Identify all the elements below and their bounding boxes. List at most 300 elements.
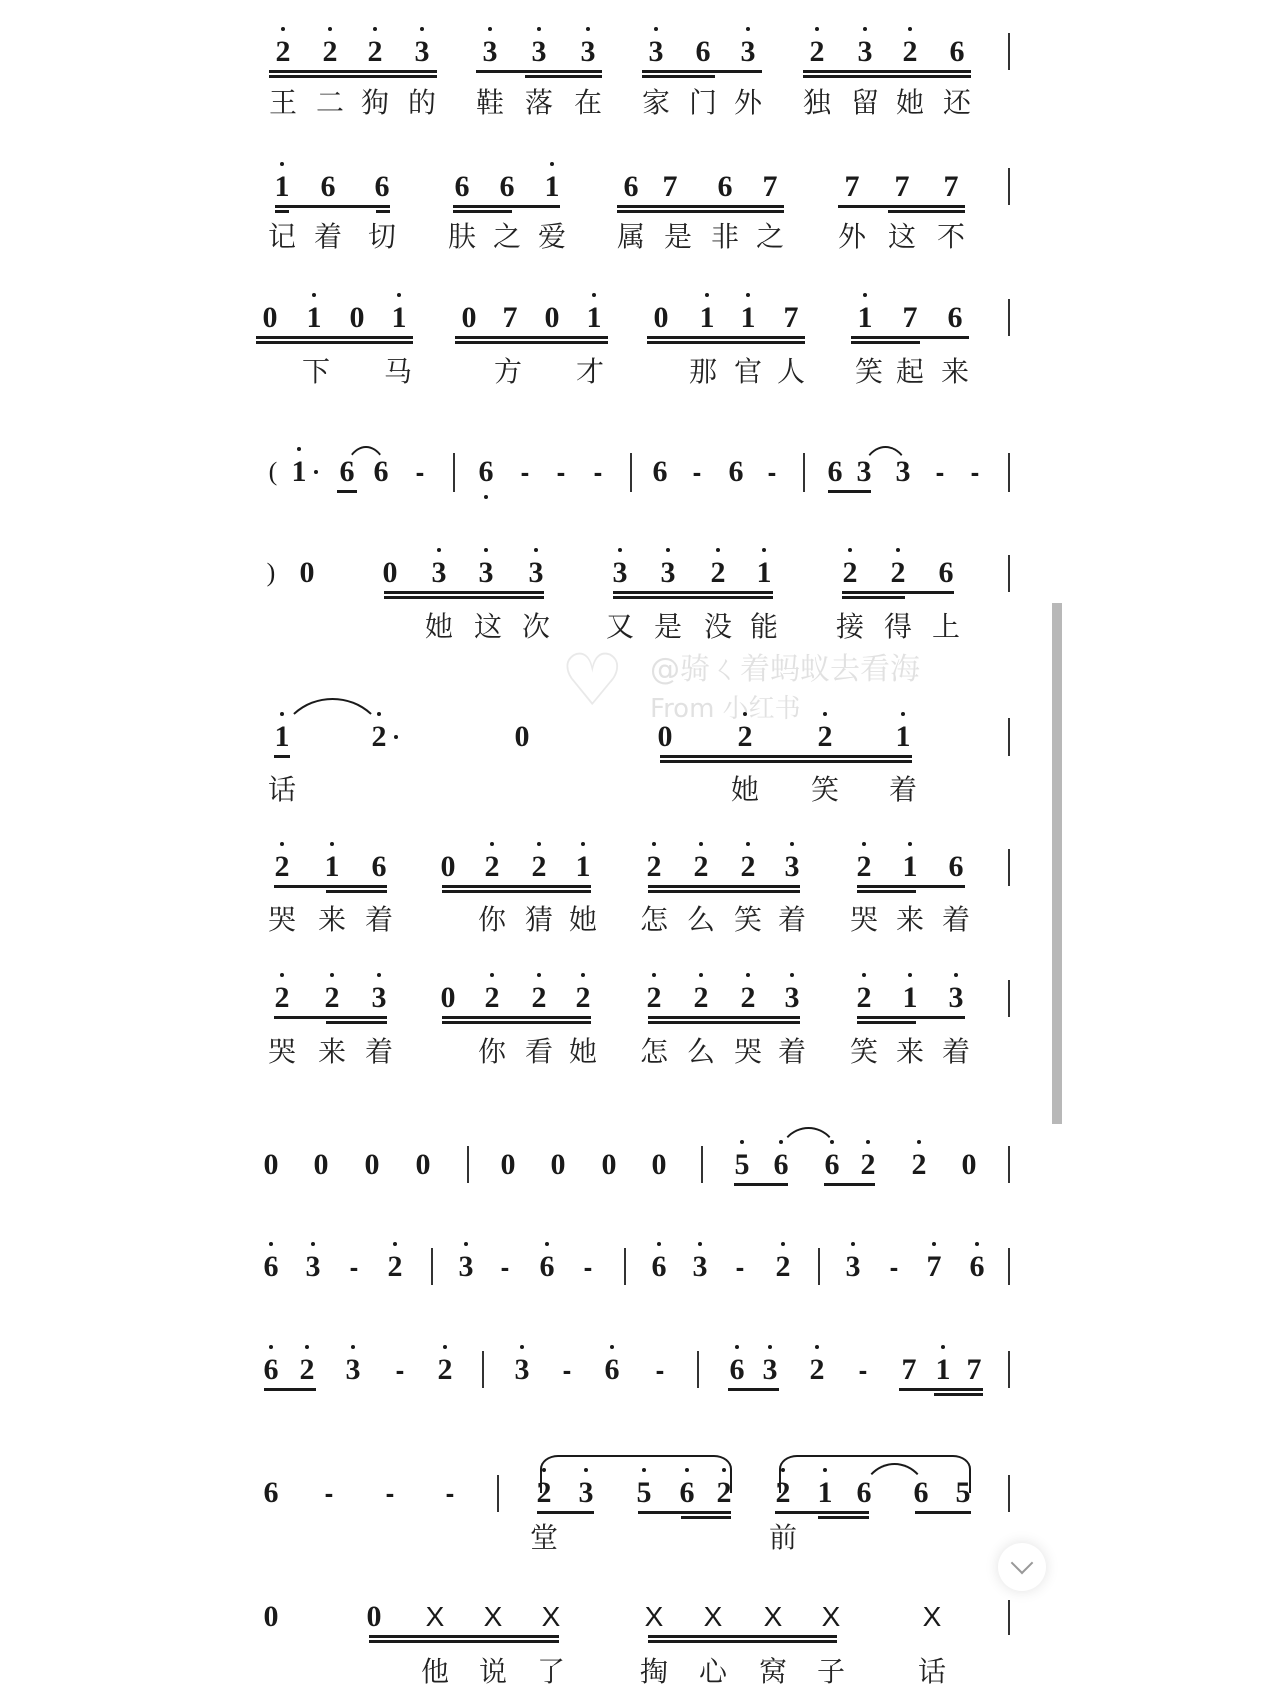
note	[894, 1355, 924, 1385]
note	[430, 1355, 460, 1385]
octave-dot-above-icon	[586, 27, 590, 31]
octave-dot-above-icon	[488, 27, 492, 31]
note-symbol: 2	[322, 35, 338, 68]
barline	[497, 1475, 499, 1512]
barline	[1008, 1146, 1010, 1183]
lyric-char: 话	[917, 1655, 946, 1688]
octave-dot-above-icon	[863, 27, 867, 31]
note	[655, 172, 685, 202]
note-symbol: 1	[935, 1353, 951, 1386]
beat-underline	[264, 1388, 316, 1391]
note	[342, 303, 372, 333]
note-symbol: 1	[817, 1476, 833, 1509]
note	[895, 303, 925, 333]
scrollbar-thumb[interactable]	[1052, 603, 1062, 1124]
lyric-char: 外	[733, 86, 762, 119]
note-symbol: 1	[274, 170, 290, 203]
note	[888, 722, 918, 752]
beat-underline	[857, 1021, 916, 1024]
octave-dot-above-icon	[534, 548, 538, 552]
lyric-char: 还	[942, 86, 971, 119]
beat-underline	[455, 341, 608, 344]
note	[521, 558, 551, 588]
lyric-char: 她	[568, 1035, 597, 1068]
lyric-char: 哭	[267, 1035, 296, 1068]
note	[492, 172, 522, 202]
note-symbol: 6	[263, 1476, 279, 1509]
octave-dot-above-icon	[862, 973, 866, 977]
slur-arc	[278, 698, 387, 748]
note	[644, 1150, 674, 1180]
note-symbol: 2	[371, 720, 387, 753]
note-symbol: 2	[536, 1476, 552, 1509]
barline	[1008, 453, 1010, 492]
note	[594, 1150, 624, 1180]
note	[495, 303, 525, 333]
lyric-char: 起	[895, 355, 924, 388]
lyric-char: 你	[477, 1035, 506, 1068]
note-symbol: 7	[662, 170, 678, 203]
note-symbol: X	[922, 1601, 942, 1632]
note	[688, 37, 718, 67]
note	[733, 983, 763, 1013]
octave-dot-above-icon	[862, 842, 866, 846]
beat-underline	[442, 1016, 591, 1019]
octave-dot-above-icon	[618, 548, 622, 552]
note-symbol: 2	[367, 35, 383, 68]
note	[686, 852, 716, 882]
note-symbol: 3	[414, 35, 430, 68]
note	[768, 1252, 798, 1282]
note-symbol: 1	[902, 850, 918, 883]
note	[733, 37, 763, 67]
lyric-char: 留	[850, 86, 879, 119]
octave-dot-above-icon	[735, 1345, 739, 1349]
note	[267, 852, 297, 882]
barline	[1008, 1600, 1010, 1635]
note-symbol: 7	[783, 301, 799, 334]
note-symbol: 6	[679, 1476, 695, 1509]
note-symbol: 2	[437, 1353, 453, 1386]
note-symbol: 0	[263, 1148, 279, 1181]
note-symbol: 6	[728, 455, 744, 488]
note-symbol: X	[763, 1601, 783, 1632]
hold-dash	[339, 1252, 369, 1282]
note-symbol: 3	[528, 556, 544, 589]
note-symbol: -	[556, 457, 566, 487]
octave-dot-above-icon	[280, 712, 284, 716]
octave-dot-above-icon	[746, 293, 750, 297]
beat-underline	[642, 70, 762, 73]
lyric-char: 官	[733, 355, 762, 388]
lyric-char: 不	[936, 220, 965, 253]
octave-dot-above-icon	[373, 27, 377, 31]
lyric-char: 又	[605, 610, 634, 643]
note-symbol: 0	[366, 1600, 382, 1633]
octave-dot-below-icon	[484, 495, 488, 499]
augmentation-dot-icon	[394, 735, 398, 739]
lyric-char: 记	[267, 220, 296, 253]
note-symbol: 2	[275, 35, 291, 68]
note	[315, 37, 345, 67]
note-symbol: -	[583, 1252, 593, 1282]
note-symbol: 0	[349, 301, 365, 334]
note-symbol: 6	[263, 1250, 279, 1283]
note	[919, 1252, 949, 1282]
lyric-char: 肤	[447, 220, 476, 253]
octave-dot-above-icon	[484, 548, 488, 552]
note-symbol: 2	[484, 850, 500, 883]
octave-dot-above-icon	[975, 1242, 979, 1246]
note-symbol: 6	[856, 1476, 872, 1509]
note-symbol: -	[445, 1478, 455, 1508]
beat-underline	[842, 591, 954, 594]
note	[454, 303, 484, 333]
note-symbol: 3	[514, 1353, 530, 1386]
note-symbol: 7	[943, 170, 959, 203]
note-symbol: 1	[586, 301, 602, 334]
beat-underline	[369, 1640, 559, 1643]
beat-underline	[838, 205, 965, 208]
note-symbol: 3	[784, 850, 800, 883]
note-symbol: 0	[299, 556, 315, 589]
note-symbol: 2	[274, 850, 290, 883]
note	[895, 983, 925, 1013]
note-symbol: 6	[827, 455, 843, 488]
note	[954, 1150, 984, 1180]
octave-dot-above-icon	[716, 548, 720, 552]
note-symbol: 7	[502, 301, 518, 334]
note	[256, 1602, 286, 1632]
beat-underline	[442, 1021, 591, 1024]
octave-dot-above-icon	[377, 712, 381, 716]
lyric-char: 来	[895, 903, 924, 936]
note-symbol: 7	[966, 1353, 982, 1386]
beat-underline	[274, 755, 290, 758]
note	[653, 558, 683, 588]
note-symbol: 1	[756, 556, 772, 589]
lyric-char: 人	[776, 355, 805, 388]
barline	[697, 1351, 699, 1388]
note	[507, 722, 537, 752]
lyric-char: 窝	[758, 1655, 787, 1688]
lyric-char: 之	[492, 220, 521, 253]
note	[408, 1150, 438, 1180]
note-symbol: 3	[895, 455, 911, 488]
note-symbol: 6	[604, 1353, 620, 1386]
hold-dash	[314, 1478, 344, 1508]
beat-underline	[638, 1511, 731, 1514]
note-symbol: 2	[531, 981, 547, 1014]
note-symbol: 2	[740, 850, 756, 883]
note-symbol: 6	[454, 170, 470, 203]
note	[597, 1355, 627, 1385]
octave-dot-above-icon	[790, 842, 794, 846]
octave-dot-above-icon	[393, 1242, 397, 1246]
note-symbol: 2	[856, 850, 872, 883]
note	[895, 852, 925, 882]
note	[524, 852, 554, 882]
hold-dash	[848, 1355, 878, 1385]
lyric-char: 前	[768, 1521, 797, 1554]
note	[447, 172, 477, 202]
note	[524, 37, 554, 67]
note	[904, 1150, 934, 1180]
hold-dash	[490, 1252, 520, 1282]
note-symbol: 2	[890, 556, 906, 589]
rhythm-x	[639, 1602, 669, 1632]
lyric-char: 来	[940, 355, 969, 388]
note-symbol: 2	[716, 1476, 732, 1509]
note-symbol: 2	[693, 850, 709, 883]
note-symbol: 2	[646, 981, 662, 1014]
lyric-char: 笑	[849, 1035, 878, 1068]
beat-underline	[647, 341, 805, 344]
octave-dot-above-icon	[746, 842, 750, 846]
beat-underline	[660, 755, 912, 758]
note-symbol: 0	[313, 1148, 329, 1181]
note-symbol: 3	[580, 35, 596, 68]
lyric-char: 才	[575, 355, 604, 388]
barline	[1008, 1248, 1010, 1285]
octave-dot-above-icon	[823, 712, 827, 716]
lyric-char: 是	[653, 610, 682, 643]
octave-dot-above-icon	[746, 973, 750, 977]
note-symbol: (	[268, 457, 278, 486]
note-symbol: 3	[784, 981, 800, 1014]
barline	[818, 1248, 820, 1285]
note-symbol: 0	[364, 1148, 380, 1181]
note-symbol: X	[483, 1601, 503, 1632]
beat-underline	[274, 885, 387, 888]
lyric-char: 之	[755, 220, 784, 253]
octave-dot-above-icon	[908, 973, 912, 977]
beat-underline	[642, 75, 715, 78]
beat-underline	[803, 75, 971, 78]
note-symbol: 3	[660, 556, 676, 589]
note	[849, 983, 879, 1013]
lyric-char: 么	[686, 903, 715, 936]
note-symbol: -	[692, 457, 702, 487]
note-symbol: 0	[657, 720, 673, 753]
beat-underline	[648, 1016, 800, 1019]
note	[367, 172, 397, 202]
note-symbol: 6	[623, 170, 639, 203]
lyric-char: 掏	[639, 1655, 668, 1688]
lyric-char: 笑	[733, 903, 762, 936]
beat-underline	[857, 890, 916, 893]
note	[477, 983, 507, 1013]
note	[451, 1252, 481, 1282]
lyric-char: 接	[835, 610, 864, 643]
note-symbol: 2	[387, 1250, 403, 1283]
beat-underline	[384, 596, 544, 599]
barline	[1008, 980, 1010, 1017]
note-symbol: 1	[902, 981, 918, 1014]
note-symbol: 2	[902, 35, 918, 68]
note	[384, 303, 414, 333]
lyric-char: 没	[703, 610, 732, 643]
hold-dash	[757, 457, 787, 487]
note-symbol: 6	[263, 1353, 279, 1386]
beat-underline	[256, 336, 413, 339]
hold-dash	[510, 457, 540, 487]
note	[255, 303, 285, 333]
octave-dot-above-icon	[762, 548, 766, 552]
note	[424, 558, 454, 588]
note-symbol: 2	[575, 981, 591, 1014]
scroll-down-button[interactable]	[998, 1543, 1046, 1591]
note-symbol: 2	[324, 981, 340, 1014]
octave-dot-above-icon	[705, 293, 709, 297]
note	[313, 172, 343, 202]
note	[317, 852, 347, 882]
lyric-char: 王	[268, 86, 297, 119]
note-symbol: 6	[717, 170, 733, 203]
lyric-char: 你	[477, 903, 506, 936]
beat-underline	[648, 890, 800, 893]
note	[433, 852, 463, 882]
parenthesis	[256, 558, 286, 588]
lyric-char: 马	[383, 355, 412, 388]
note-symbol: 3	[612, 556, 628, 589]
octave-dot-above-icon	[657, 1242, 661, 1246]
note-symbol: -	[889, 1252, 899, 1282]
note-symbol: 2	[775, 1250, 791, 1283]
note-symbol: 6	[320, 170, 336, 203]
octave-dot-above-icon	[652, 842, 656, 846]
octave-dot-above-icon	[537, 27, 541, 31]
note	[802, 1355, 832, 1385]
note-symbol: 5	[955, 1476, 971, 1509]
beat-underline	[617, 210, 784, 213]
note	[256, 1252, 286, 1282]
note-symbol: 2	[817, 720, 833, 753]
slur-arc	[777, 1127, 840, 1161]
note	[895, 37, 925, 67]
beat-underline	[453, 205, 560, 208]
slur-arc	[860, 446, 911, 480]
octave-dot-above-icon	[815, 27, 819, 31]
note-symbol: 2	[775, 1476, 791, 1509]
note-symbol: 6	[652, 455, 668, 488]
octave-dot-above-icon	[537, 973, 541, 977]
octave-dot-above-icon	[420, 27, 424, 31]
note-symbol: 1	[740, 301, 756, 334]
note-symbol: 2	[693, 981, 709, 1014]
note	[639, 852, 669, 882]
note-symbol: 7	[894, 170, 910, 203]
note	[433, 983, 463, 1013]
beat-underline	[648, 1640, 837, 1643]
note-symbol: 0	[461, 301, 477, 334]
lyric-char: 看	[524, 1035, 553, 1068]
beat-underline	[648, 885, 800, 888]
note	[256, 1478, 286, 1508]
octave-dot-above-icon	[311, 1242, 315, 1246]
lyric-char: 着	[941, 903, 970, 936]
lyric-char: 的	[407, 86, 436, 119]
note-symbol: 7	[762, 170, 778, 203]
note	[493, 1150, 523, 1180]
hold-dash	[375, 1478, 405, 1508]
note	[568, 852, 598, 882]
octave-dot-above-icon	[592, 293, 596, 297]
note-symbol: -	[593, 457, 603, 487]
note	[850, 303, 880, 333]
lyric-char: 上	[931, 610, 960, 643]
hold-dash	[552, 1355, 582, 1385]
octave-dot-above-icon	[698, 1242, 702, 1246]
beat-underline	[275, 210, 289, 213]
hold-dash	[879, 1252, 909, 1282]
note	[317, 983, 347, 1013]
lyric-char: 着	[364, 1035, 393, 1068]
barline	[701, 1146, 703, 1183]
rhythm-x	[816, 1602, 846, 1632]
note	[650, 722, 680, 752]
chevron-down-icon	[1011, 1552, 1034, 1575]
note-symbol: -	[767, 457, 777, 487]
note-symbol: 2	[842, 556, 858, 589]
octave-dot-above-icon	[851, 1242, 855, 1246]
barline	[431, 1248, 433, 1285]
lyric-char: 下	[301, 355, 330, 388]
note	[256, 1150, 286, 1180]
lyric-char: 着	[941, 1035, 970, 1068]
note	[471, 457, 501, 487]
rhythm-x	[478, 1602, 508, 1632]
note	[256, 1355, 286, 1385]
octave-dot-above-icon	[377, 973, 381, 977]
note-symbol: 6	[371, 850, 387, 883]
note-symbol: 3	[740, 35, 756, 68]
lyric-char: 独	[802, 86, 831, 119]
lyric-char: 子	[816, 1655, 845, 1688]
note	[407, 37, 437, 67]
barline	[1008, 1351, 1010, 1388]
note-symbol: )	[266, 558, 276, 587]
octave-dot-above-icon	[908, 27, 912, 31]
note-symbol: 2	[646, 850, 662, 883]
octave-dot-above-icon	[443, 1345, 447, 1349]
note	[644, 1252, 674, 1282]
note-symbol: 0	[382, 556, 398, 589]
octave-dot-above-icon	[328, 27, 332, 31]
note-symbol: 2	[274, 981, 290, 1014]
lyric-char: 话	[267, 773, 296, 806]
note-symbol: X	[644, 1601, 664, 1632]
barline	[803, 453, 805, 492]
lyric-char: 她	[730, 773, 759, 806]
note-symbol: 3	[478, 556, 494, 589]
note	[936, 172, 966, 202]
note	[639, 983, 669, 1013]
note	[838, 1252, 868, 1282]
lyric-char: 来	[317, 1035, 346, 1068]
augmentation-dot-icon	[314, 470, 318, 474]
beat-underline	[326, 1021, 387, 1024]
lyric-char: 门	[688, 86, 717, 119]
note	[820, 457, 850, 487]
octave-dot-above-icon	[954, 973, 958, 977]
lyric-char: 次	[521, 610, 550, 643]
note	[543, 1150, 573, 1180]
note-symbol: 2	[860, 1148, 876, 1181]
beat-underline	[828, 490, 871, 493]
lyric-char: 着	[313, 220, 342, 253]
note	[605, 558, 635, 588]
